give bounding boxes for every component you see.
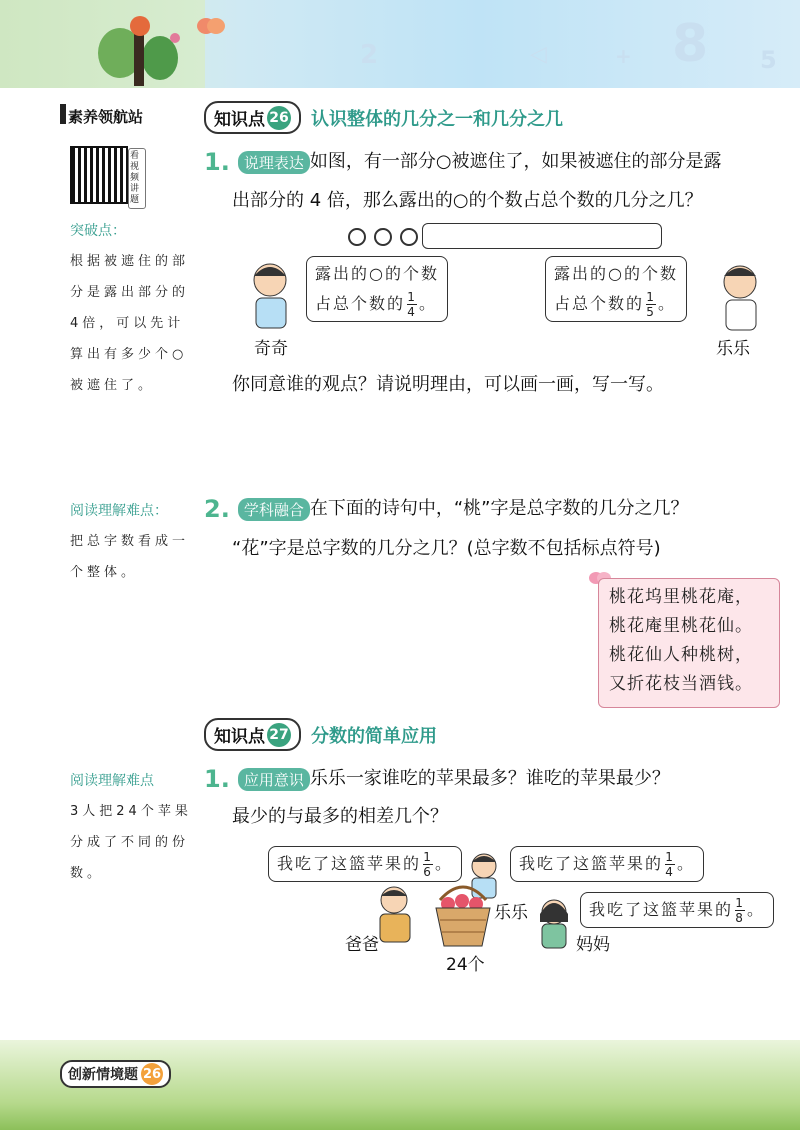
question-tag: 学科融合 — [238, 498, 310, 521]
fraction — [665, 851, 675, 878]
knowledge-point-number: 27 — [267, 723, 291, 747]
butterfly-icon — [196, 14, 226, 40]
footer-label: 创新情境题 — [68, 1067, 138, 1083]
knowledge-point-badge — [204, 101, 301, 134]
lele-illustration — [712, 260, 768, 334]
question-number: 1. — [204, 148, 230, 176]
sidebar-note: 根据被遮住的部分是露出部分的4倍，可以先计算出有多少个○被遮住了。 — [70, 254, 190, 393]
question-text: 如图，有一部分○被遮住了，如果被遮住的部分是露 — [309, 151, 722, 172]
bubble-text: 露出的○的个数 — [554, 264, 678, 283]
bubble-end: 。 — [435, 854, 454, 873]
lele-name: 乐乐 — [716, 339, 750, 359]
fraction-denominator: 4 — [665, 864, 675, 879]
poem-line: 桃花仙人种桃树， — [609, 645, 753, 665]
decor-symbol: 2 — [360, 40, 379, 70]
sidebar-heading: 突破点： — [70, 223, 126, 239]
decor-symbol: 8 — [672, 14, 709, 74]
knowledge-point-number: 26 — [267, 106, 291, 130]
sidebar-title: 素养领航站 — [68, 108, 144, 126]
qiqi-name: 奇奇 — [254, 339, 288, 359]
knowledge-point-label: 知识点 — [214, 727, 265, 747]
bubble-text: 露出的○的个数 — [315, 264, 439, 283]
bubble-line — [315, 289, 439, 319]
fraction-denominator: 5 — [646, 304, 656, 319]
sidebar-note: 3人把24个苹果分成了不同的份数。 — [70, 804, 192, 881]
lele-speech-bubble — [545, 256, 687, 322]
fraction — [735, 897, 745, 924]
question-text: 你同意谁的观点？请说明理由，可以画一画，写一写。 — [232, 374, 664, 395]
basket-count: 24个 — [446, 955, 485, 975]
question-text: 在下面的诗句中，“桃”字是总字数的几分之几？ — [309, 498, 689, 519]
bubble-end: 。 — [677, 854, 696, 873]
dad-speech-bubble — [268, 846, 462, 882]
bubble-text: 我吃了这篮苹果的 — [519, 854, 664, 873]
poem-line: 桃花坞里桃花庵， — [609, 587, 753, 607]
circle-shape — [400, 228, 418, 246]
lele-speech-bubble-2 — [510, 846, 704, 882]
qr-label: 看视频讲题 — [128, 148, 146, 209]
sidebar-note: 把总字数看成一个整体。 — [70, 534, 190, 580]
question-number: 1. — [204, 765, 230, 793]
sidebar-heading: 阅读理解难点： — [70, 503, 168, 519]
dad-illustration — [374, 884, 420, 944]
knowledge-point-badge — [204, 718, 301, 751]
fraction — [423, 851, 433, 878]
dad-name: 爸爸 — [345, 935, 379, 955]
bubble-line — [554, 289, 678, 319]
fraction — [407, 291, 417, 318]
bubble-text: 我吃了这篮苹果的 — [589, 900, 734, 919]
question-1-line1 — [204, 143, 722, 181]
mom-illustration — [534, 896, 574, 950]
visible-circles — [348, 228, 418, 246]
qiqi-illustration — [244, 258, 300, 332]
decor-symbol: + — [615, 44, 632, 68]
bubble-end: 。 — [419, 294, 438, 313]
poem-box — [598, 578, 780, 708]
fraction-denominator: 8 — [735, 910, 745, 925]
decor-symbol: ◁ — [530, 42, 547, 67]
question-tag: 说理表达 — [238, 151, 310, 174]
mom-speech-bubble — [580, 892, 774, 928]
fraction-numerator: 1 — [665, 849, 675, 864]
bubble-text: 占总个数的 — [315, 294, 406, 313]
bubble-text: 占总个数的 — [554, 294, 645, 313]
lele-name: 乐乐 — [494, 903, 528, 923]
bubble-text: 我吃了这篮苹果的 — [277, 854, 422, 873]
knowledge-point-header — [204, 101, 563, 134]
circle-shape — [348, 228, 366, 246]
poem-line: 桃花庵里桃花仙。 — [609, 616, 753, 636]
circle-shape — [374, 228, 392, 246]
fraction — [646, 291, 656, 318]
fraction-denominator: 4 — [407, 304, 417, 319]
question-number: 2. — [204, 495, 230, 523]
knowledge-point-header — [204, 718, 437, 751]
question-text: “花”字是总字数的几分之几？(总字数不包括标点符号) — [232, 538, 661, 559]
question-text: 乐乐一家谁吃的苹果最多？谁吃的苹果最少？ — [309, 768, 670, 789]
page-number: 26 — [141, 1063, 163, 1085]
fraction-denominator: 6 — [423, 864, 433, 879]
plant-illustration — [90, 8, 190, 86]
knowledge-point-title: 认识整体的几分之一和几分之几 — [311, 108, 563, 130]
decor-symbol: 5 — [760, 46, 777, 74]
poem-line: 又折花枝当酒钱。 — [609, 674, 753, 694]
footer-badge — [60, 1060, 171, 1088]
qr-code[interactable] — [70, 146, 128, 204]
fraction-numerator: 1 — [423, 849, 433, 864]
sidebar-heading: 阅读理解难点 — [70, 773, 154, 789]
question-tag: 应用意识 — [238, 768, 310, 791]
bubble-end: 。 — [747, 900, 766, 919]
fraction-numerator: 1 — [646, 289, 656, 304]
question-2-line1 — [204, 490, 689, 528]
question-text: 出部分的 4 倍，那么露出的○的个数占总个数的几分之几？ — [232, 190, 703, 211]
sidebar-marker — [60, 104, 66, 124]
covered-box — [422, 223, 662, 249]
fraction-numerator: 1 — [407, 289, 417, 304]
bubble-end: 。 — [658, 294, 677, 313]
knowledge-point-title: 分数的简单应用 — [311, 725, 437, 747]
apple-basket-illustration — [432, 884, 494, 948]
question-text: 最少的与最多的相差几个？ — [232, 806, 448, 827]
question-3-line1 — [204, 760, 670, 798]
mom-name: 妈妈 — [576, 935, 610, 955]
fraction-numerator: 1 — [735, 895, 745, 910]
qiqi-speech-bubble — [306, 256, 448, 322]
knowledge-point-label: 知识点 — [214, 110, 265, 130]
